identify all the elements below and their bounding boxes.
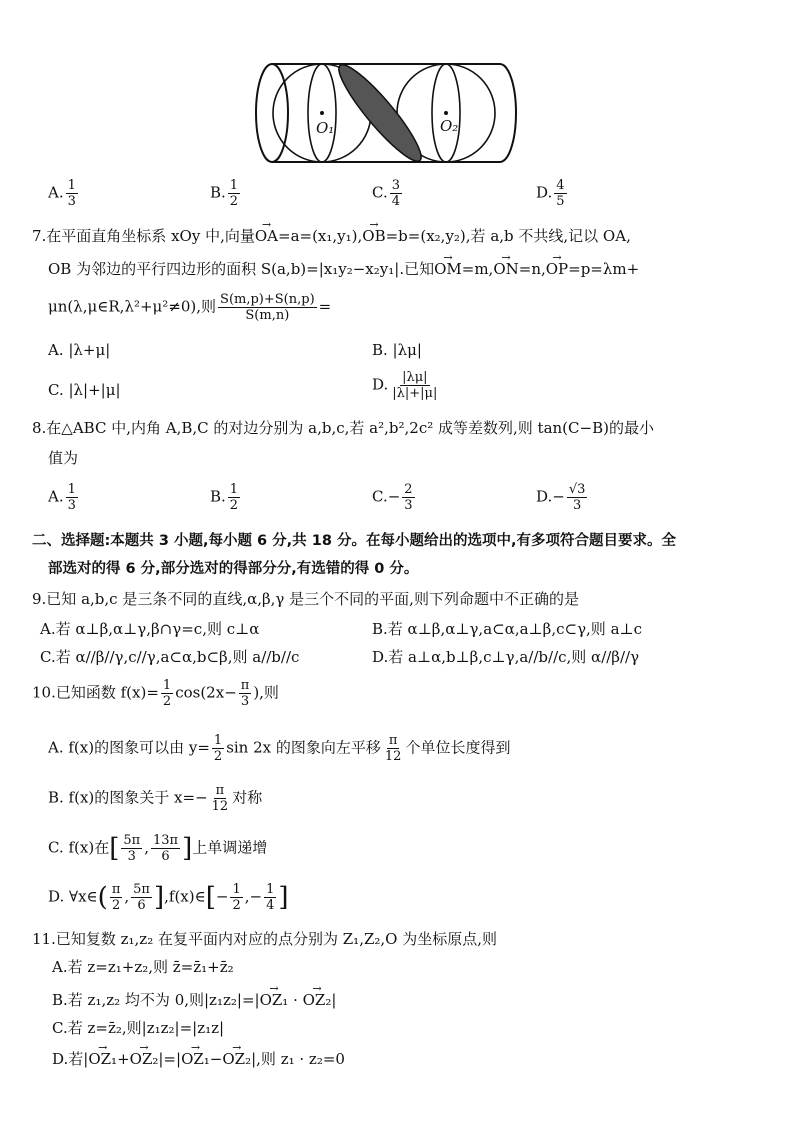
section2-line2: 部选对的得 6 分,部分选对的得部分分,有选错的得 0 分。 [48,561,419,577]
q8-option-c[interactable]: C.− $\frac{2}{3}$ [372,482,413,513]
q8-line1: 8.在△ABC 中,内角 A,B,C 的对边分别为 a,b,c,若 a²,b²,2c² 成等差数列,则 tan(C−B)的最小 [32,419,654,437]
q11-option-a[interactable]: A.若 z=z₁+z₂,则 z̄=z̄₁+z̄₂ [52,958,234,976]
q7-option-a[interactable]: A. |λ+μ| [48,341,111,359]
q8-option-b[interactable]: B. $\frac{1}{2}$ [210,482,239,513]
q11-option-c[interactable]: C.若 z=z̄₂,则|z₁z₂|=|z₁z| [52,1019,225,1037]
q6-option-d[interactable]: D. $\frac{4}{5}$ [536,178,565,209]
q9-option-c[interactable]: C.若 α//β//γ,c//γ,a⊂α,b⊂β,则 a//b//c [40,648,300,666]
q10-stem: 10.已知函数 f(x)= $\frac{1}{2}$ cos(2x− $\frac{\pi}{3}$ ),则 [32,678,279,709]
q7-option-d[interactable]: D. $\frac{|\lambda\mu|}{|\lambda|+|\mu|}$ [372,370,438,401]
q6-option-a[interactable]: A. $\frac{1}{3}$ [48,178,76,209]
q7-option-c[interactable]: C. |λ|+|μ| [48,381,121,399]
label-o1: O₁ [316,119,335,137]
q9-option-b[interactable]: B.若 α⊥β,α⊥γ,a⊂α,a⊥β,c⊂γ,则 a⊥c [372,620,643,638]
q9-option-a[interactable]: A.若 α⊥β,α⊥γ,β∩γ=c,则 c⊥α [40,620,260,638]
q11-stem: 11.已知复数 z₁,z₂ 在复平面内对应的点分别为 Z₁,Z₂,O 为坐标原点,则 [32,930,498,948]
cylinder-figure [250,58,525,168]
label-o2: O₂ [440,117,459,135]
q8-line2: 值为 [48,449,79,467]
q11-option-d[interactable]: D.若|→ OZ₁+→ OZ₂|=|→ OZ₁−→ OZ₂|,则 z₁ · z₂=0 [52,1049,345,1069]
q7-line3: μn(λ,μ∈R,λ²+μ²≠0),则 $\frac{S(m,p)+S(n,p)}{S(m,n)}$ = [48,292,332,323]
q7-option-b[interactable]: B. |λμ| [372,341,422,359]
q9-option-d[interactable]: D.若 a⊥α,b⊥β,c⊥γ,a//b//c,则 α//β//γ [372,648,640,666]
q10-option-b[interactable]: B. f(x)的图象关于 x=− $\frac{\pi}{12}$ 对称 [48,783,263,814]
q7-line2: OB 为邻边的平行四边形的面积 S(a,b)=|x₁y₂−x₂y₁|.已知→ OM=m,→ ON=n,→ OP=p=λm+ [48,259,639,279]
q10-option-c[interactable]: C. f(x)在[ $\frac{5\pi}{3}$ , $\frac{13\pi}{6}$ ]上单调递增 [48,833,268,864]
q7-line1: 7.在平面直角坐标系 xOy 中,向量→ OA=a=(x₁,y₁),→ OB=b=(x₂,y₂),若 a,b 不共线,记以 OA, [32,226,631,246]
section2-line1: 二、选择题:本题共 3 小题,每小题 6 分,共 18 分。在每小题给出的选项中,有多项符合题目要求。全 [32,533,676,549]
q10-option-d[interactable]: D. ∀x∈( $\frac{\pi}{2}$ , $\frac{5\pi}{6}$ ],f(x)∈[− $\frac{1}{2}$ ,− $\frac{1}{4}$ ] [48,882,289,913]
q11-option-b[interactable]: B.若 z₁,z₂ 均不为 0,则|z₁z₂|=|→ OZ₁ · → OZ₂| [52,990,336,1010]
q8-option-d[interactable]: D.− $\frac{√3}{3}$ [536,482,586,513]
q8-option-a[interactable]: A. $\frac{1}{3}$ [48,482,76,513]
q9-stem: 9.已知 a,b,c 是三条不同的直线,α,β,γ 是三个不同的平面,则下列命题中不正确的是 [32,590,579,608]
q6-option-b[interactable]: B. $\frac{1}{2}$ [210,178,239,209]
q10-option-a[interactable]: A. f(x)的图象可以由 y= $\frac{1}{2}$ sin 2x 的图象向左平移 $\frac{\pi}{12}$ 个单位长度得到 [48,733,511,764]
q6-option-c[interactable]: C. $\frac{3}{4}$ [372,178,400,209]
